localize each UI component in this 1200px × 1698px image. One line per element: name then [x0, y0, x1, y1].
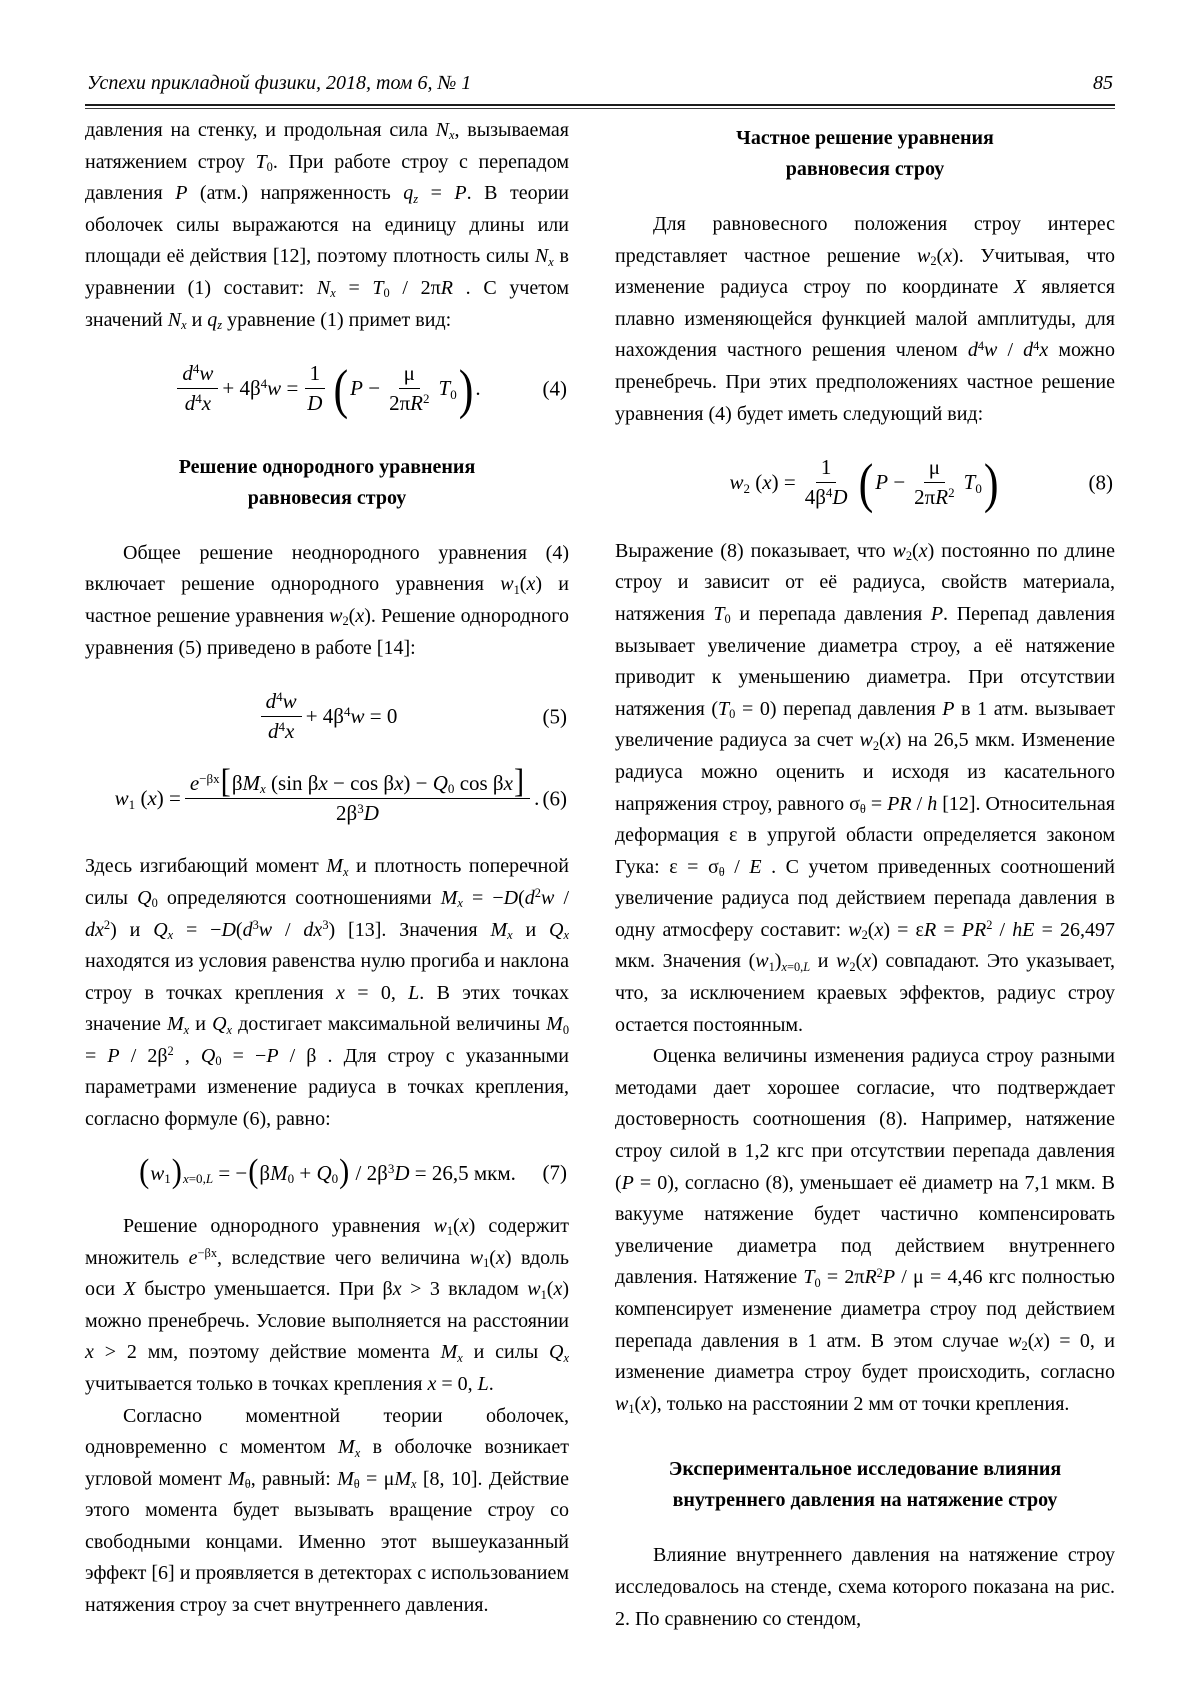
section-heading-experimental: Экспериментальное исследование влияния внутреннего давления на натяжение строу: [668, 1458, 1062, 1512]
equation-7: $(w_1)_{x=0,L} = -(\beta M_0 + Q_0) / 2\beta^3D = 26,5$ мкм. (7): [139, 1151, 567, 1190]
equation-6: $w_1$ (x) = $\frac{e^{-\beta x}[\beta M_x (\sin \beta x - \cos \beta x) - Q_0 \cos \beta x]}{2\beta^3D}$ . (6): [85, 770, 569, 828]
page-number: 85: [1093, 72, 1113, 94]
equation-number: (7): [542, 1160, 567, 1185]
left-paragraph-3: Здесь изгибающий момент $M_x$ и плотность поперечной силы $Q_0$ определяются соотношениями $M_x = -D(d^2w / dx^2)$ и $Q_x = -D(d^3w / dx^3)$ [13]. Значения $M_x$ и $Q_x$ находятся из условия равенства нулю прогиба и наклона строу в точках крепления x = 0, L. В этих точках значение $M_x$ и $Q_x$ достигает максимальной величины $M_0 = P / 2\beta^2$ , $Q_0 = -P / \beta$ . Для строу с указанными параметрами изменение радиуса в точках крепления, согласно формуле (6), равно:: [85, 855, 570, 1131]
fraction: $\frac{d^4w}{d^4x}$: [261, 688, 302, 746]
right-paragraph-1: Для равновесного положения строу интерес представляет частное решение $w_2(x)$. Учитывая, что изменение радиуса строу по координате X является плавно изменяющейся функцией малой амплитуды, для нахождения частного решения членом $d^4w / d^4x$ можно пренебречь. При этих предположениях частное решение уравнения (4) будет иметь следующий вид:: [615, 213, 1115, 425]
header-rule: [85, 104, 1115, 109]
right-paragraph-3: Оценка величины изменения радиуса строу разными методами дает хорошее согласие, что подтверждает достоверность соотношения (8). Например, натяжение строу силой в 1,2 кгс при отсутствии перепада давления (P = 0), согласно (8), уменьшает её диаметр на 7,1 мкм. В вакууме натяжение будет частично компенсировать увеличение диаметра под действием внутреннего давления. Натяжение $T_0 = 2\pi R^2P / \mu = 4,46$ кгс полностью компенсирует изменение диаметра строу под действием перепада давления в 1 атм. В этом случае $w_2(x) = 0$, и изменение диаметра строу будет происходить, согласно $w_1(x)$, только на расстоянии 2 мм от точки крепления.: [615, 1045, 1115, 1417]
left-column: [85, 115, 569, 1635]
fraction: $\frac{e^{-\beta x}[\beta M_x (\sin \beta x - \cos \beta x) - Q_0 \cos \beta x]}{2\beta^3D}$: [185, 770, 530, 828]
equation-number: (6): [542, 785, 567, 810]
left-paragraph-1: давления на стенку, и продольная сила $N_x$, вызываемая натяжением строу $T_0$. При работе строу с перепадом давления P (атм.) напряженность $q_z = P$. В теории оболочек силы выражаются на единицу длины или площади её действия [12], поэтому плотность силы $N_x$ в уравнении (1) составит: $N_x = T_0 / 2\pi R$ . С учетом значений $N_x$ и $q_z$ уравнение (1) примет вид:: [85, 119, 570, 333]
right-paragraph-2: Выражение (8) показывает, что $w_2(x)$ постоянно по длине строу и зависит от её радиуса, свойств материала, натяжения $T_0$ и перепада давления P. Перепад давления вызывает увеличение диаметра строу, а её натяжение приводит к уменьшению диаметра. При отсутствии натяжения $(T_0 = 0)$ перепад давления P в 1 атм. вызывает увеличение радиуса за счет $w_2(x)$ на 26,5 мкм. Изменение радиуса можно оценить и исходя из касательного напряжения строу, равного $\sigma_\theta$ = PR / h [12]. Относительная деформация ε в упругой области определяется законом Гука: $\varepsilon = \sigma_\theta / E$ . С учетом приведенных соотношений увеличение радиуса под действием перепада давления в одну атмосферу составит: $w_2(x) = \varepsilon R = PR^2$ / hE = 26,497 мкм. Значения $(w_1)_{x=0,L}$ и $w_2(x)$ совпадают. Это указывает, что, за исключением краевых эффектов, радиус строу остается постоянным.: [615, 539, 1116, 1036]
two-column-layout: [85, 115, 1115, 1635]
fraction: $\frac{\mu}{2\pi R^2}$: [914, 455, 955, 510]
equation-4: $\frac{d^4w}{d^4x}$ + $4\beta^4w$ = $\frac{1}{D}$ ( P − $\frac{\mu}{2\pi R^2}$ $T_0$ ) . (4): [85, 360, 569, 418]
left-paragraph-4: Решение однородного уравнения $w_1(x)$ содержит множитель $e^{-\beta x}$, вследствие чего величина $w_1(x)$ вдоль оси X быстро уменьшается. При βx > 3 вкладом $w_1(x)$ можно пренебречь. Условие выполняется на расстоянии x > 2 мм, поэтому действие момента $M_x$ и силы $Q_x$ учитывается только в точках крепления x = 0, L.: [85, 1214, 570, 1395]
equation-number: (4): [542, 376, 567, 401]
journal-title: Успехи прикладной физики, 2018, том 6, № 1: [87, 72, 472, 94]
section-heading-homogeneous: Решение однородного уравнения равновесия строу: [178, 455, 476, 509]
right-paragraph-4: Влияние внутреннего давления на натяжение строу исследовалось на стенде, схема которого показана на рис. 2. По сравнению со стендом,: [615, 1544, 1115, 1630]
fraction: $\frac{d^4w}{d^4x}$: [177, 360, 218, 418]
right-column: [615, 115, 1115, 1635]
equation-5: $\frac{d^4w}{d^4x}$ + $4\beta^4w = 0$ (5): [85, 688, 569, 746]
section-heading-particular: Частное решение уравнения равновесия строу: [736, 127, 994, 180]
left-paragraph-5: Согласно моментной теории оболочек, одновременно с моментом $M_x$ в оболочке возникает угловой момент $M_\theta$, равный: $M_\theta = \mu M_x$ [8, 10]. Действие этого момента будет вызывать вращение строу со свободными концами. Именно этот вышеуказанный эффект [6] и проявляется в детекторах с использованием натяжения строу за счет внутреннего давления.: [85, 1404, 569, 1617]
fraction: $\frac{1}{4\beta^4D}$: [804, 455, 848, 510]
left-paragraph-2: Общее решение неоднородного уравнения (4) включает решение однородного уравнения $w_1(x)$ и частное решение уравнения $w_2(x)$. Решение однородного уравнения (5) приведено в работе [14]:: [85, 541, 569, 659]
fraction: $\frac{1}{D}$: [302, 360, 327, 418]
fraction: $\frac{\mu}{2\pi R^2}$: [389, 361, 430, 416]
equation-number: (8): [1088, 470, 1113, 495]
equation-8: $w_2$ (x) = $\frac{1}{4\beta^4D}$ ( P − $\frac{\mu}{2\pi R^2}$ $T_0$ ) (8): [729, 452, 1113, 514]
equation-number: (5): [542, 704, 567, 729]
page-header: [85, 72, 1115, 104]
